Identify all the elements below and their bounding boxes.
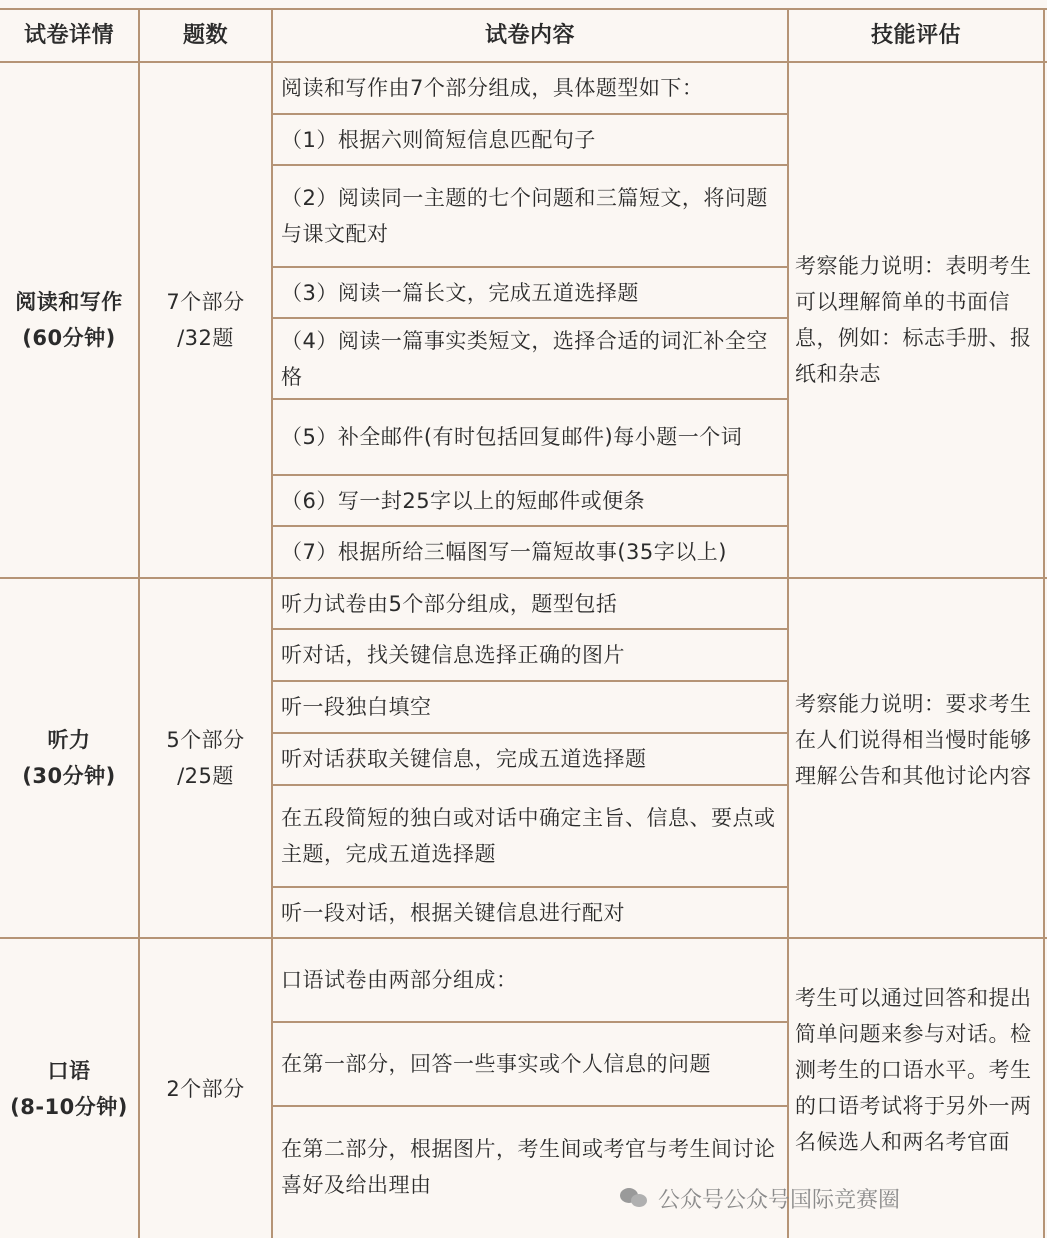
section-speaking xyxy=(0,939,138,1238)
skill-listening: 考察能力说明：要求考生在人们说得相当慢时能够理解公告和其他讨论内容 xyxy=(795,692,1032,788)
content-item: 阅读和写作由7个部分组成，具体题型如下： xyxy=(281,76,704,100)
content-item: （3）阅读一篇长文，完成五道选择题 xyxy=(281,280,639,305)
count-speaking xyxy=(140,939,271,1238)
header-content: 试卷内容 xyxy=(484,22,575,48)
content-item: 在五段简短的独白或对话中确定主旨、信息、要点或主题，完成五道选择题 xyxy=(281,806,776,866)
content-item: （6）写一封25字以上的短邮件或便条 xyxy=(281,488,646,513)
parts-count: 7个部分 xyxy=(166,290,245,314)
content-item: 听一段对话，根据关键信息进行配对 xyxy=(281,900,625,925)
skill-reading-writing: 考察能力说明：表明考生可以理解简单的书面信息，例如：标志手册、报纸和杂志 xyxy=(795,254,1032,386)
content-item: 在第一部分，回答一些事实或个人信息的问题 xyxy=(281,1052,711,1076)
section-listening xyxy=(0,579,138,937)
content-item: 听力试卷由5个部分组成，题型包括 xyxy=(281,591,618,616)
parts-count: 2个部分 xyxy=(166,1076,245,1101)
watermark-text: 公众号公众号国际竞赛圈 xyxy=(658,1187,901,1213)
content-item: 口语试卷由两部分组成： xyxy=(281,968,518,992)
col-divider-4 xyxy=(1043,8,1045,1238)
content-item: （2）阅读同一主题的七个问题和三篇短文，将问题与课文配对 xyxy=(281,186,768,246)
count-reading-writing xyxy=(140,63,271,577)
watermark xyxy=(620,1178,1040,1218)
count-listening xyxy=(140,579,271,937)
content-item: 听对话，找关键信息选择正确的图片 xyxy=(281,643,625,667)
section-name: 听力 xyxy=(47,728,91,752)
section-name: 阅读和写作 xyxy=(15,290,123,314)
header-details: 试卷详情 xyxy=(23,22,114,48)
questions-count: /32题 xyxy=(177,326,234,350)
skill-speaking: 考生可以通过回答和提出简单问题来参与对话。检测考生的口语水平。考生的口语考试将于另外一两名候选人和两名考官面 xyxy=(795,986,1032,1154)
questions-count: /25题 xyxy=(177,764,234,788)
content-item: （4）阅读一篇事实类短文，选择合适的词汇补全空格 xyxy=(281,328,768,389)
section-time: (8-10分钟) xyxy=(10,1094,128,1119)
header-skill: 技能评估 xyxy=(870,22,961,48)
content-item: （1）根据六则简短信息匹配句子 xyxy=(281,127,596,152)
content-item: （7）根据所给三幅图写一篇短故事(35字以上) xyxy=(281,540,727,564)
section-name: 口语 xyxy=(47,1058,91,1083)
header-count: 题数 xyxy=(182,22,228,48)
wechat-icon xyxy=(620,1186,648,1210)
parts-count: 5个部分 xyxy=(166,728,245,752)
content-item: （5）补全邮件(有时包括回复邮件)每小题一个词 xyxy=(281,425,743,449)
content-item: 听对话获取关键信息，完成五道选择题 xyxy=(281,747,647,771)
content-item: 在第二部分，根据图片，考生间或考官与考生间讨论喜好及给出理由 xyxy=(281,1137,776,1197)
content-item: 听一段独白填空 xyxy=(281,695,432,719)
section-reading-writing xyxy=(0,63,138,577)
section-time: (30分钟) xyxy=(22,764,116,788)
section-time: (60分钟) xyxy=(22,326,116,350)
